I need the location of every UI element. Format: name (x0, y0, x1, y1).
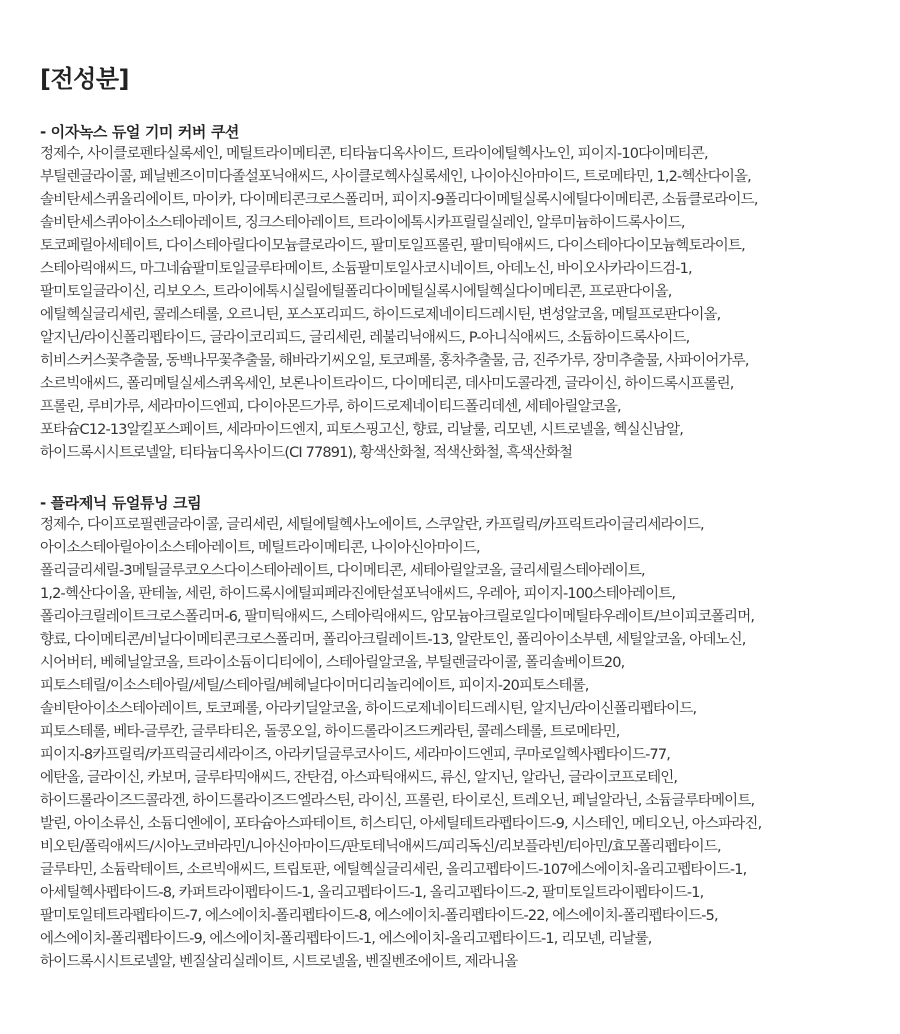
ingredient-line: 히비스커스꽃추출물, 동백나무꽃추출물, 해바라기씨오일, 토코페롤, 홍차추출물, 금, 진주가루, 장미추출물, 사파이어가루, (40, 353, 749, 369)
ingredient-line: 알지닌/라이신폴리펩타이드, 글라이코리피드, 글리세린, 레불리닉애씨드, P-아니식애씨드, 소듐하이드록사이드, (40, 330, 690, 346)
ingredient-line: 시어버터, 베헤닐알코올, 트라이소듐이디티에이, 스테아릴알코올, 부틸렌글라이콜, 폴리솔베이트20, (40, 655, 625, 671)
ingredient-list (40, 514, 880, 974)
ingredient-line: 피토스테릴/이소스테아릴/세틸/스테아릴/베헤닐다이머디리놀리에이트, 피이지-20피토스테롤, (40, 678, 589, 694)
ingredient-line: 아이소스테아릴아이소스테아레이트, 메틸트라이메티콘, 나이아신아마이드, (40, 540, 480, 556)
ingredient-line: 팔미토일테트라펩타이드-7, 에스에이치-폴리펩타이드-8, 에스에이치-폴리펩타이드-22, 에스에이치-폴리펩타이드-5, (40, 908, 718, 924)
ingredient-line: 향료, 다이메티콘/비닐다이메티콘크로스폴리머, 폴리아크릴레이트-13, 알란토인, 폴리아이소부텐, 세틸알코올, 아데노신, (40, 632, 746, 648)
ingredient-line: 에탄올, 글라이신, 카보머, 글루타믹애씨드, 잔탄검, 아스파틱애씨드, 류신, 알지닌, 알라닌, 글라이코프로테인, (40, 770, 678, 786)
section-plagenic-cream (40, 493, 880, 974)
ingredient-line: 에틸헥실글리세린, 콜레스테롤, 오르니틴, 포스포리피드, 하이드로제네이티드레시틴, 변성알코올, 메틸프로판다이올, (40, 307, 721, 323)
ingredient-line: 프롤린, 루비가루, 세라마이드엔피, 다이아몬드가루, 하이드로제네이티드폴리데센, 세테아릴알코올, (40, 399, 621, 415)
page-title: [전성분] (40, 65, 129, 93)
ingredient-line: 솔비탄아이소스테아레이트, 토코페롤, 아라키딜알코올, 하이드로제네이티드레시틴, 알지닌/라이신폴리펩타이드, (40, 701, 697, 717)
ingredient-line: 팔미토일글라이신, 리보오스, 트라이에톡시실릴에틸폴리다이메틸실록시에틸헥실다이메티콘, 프로판다이올, (40, 284, 672, 300)
ingredient-line: 스테아릭애씨드, 마그네슘팔미토일글루타메이트, 소듐팔미토일사코시네이트, 아데노신, 바이오사카라이드검-1, (40, 261, 692, 277)
ingredient-line: 1,2-헥산다이올, 판테놀, 세린, 하이드록시에틸피페라진에탄설포닉애씨드, 우레아, 피이지-100스테아레이트, (40, 586, 676, 602)
ingredient-line: 피토스테롤, 베타-글루칸, 글루타티온, 돌콩오일, 하이드롤라이즈드케라틴, 콜레스테롤, 트로메타민, (40, 724, 620, 740)
ingredient-line: 솔비탄세스퀴올리에이트, 마이카, 다이메티콘크로스폴리머, 피이지-9폴리다이메틸실록시에틸다이메티콘, 소듐클로라이드, (40, 192, 758, 208)
ingredient-line: 포타슘C12-13알킬포스페이트, 세라마이드엔지, 피토스핑고신, 향료, 리날룰, 리모넨, 시트로넬올, 헥실신남알, (40, 422, 683, 438)
ingredient-line: 토코페릴아세테이트, 다이스테아릴다이모늄클로라이드, 팔미토일프롤린, 팔미틱애씨드, 다이스테아다이모늄헥토라이트, (40, 238, 745, 254)
ingredient-line: 정제수, 사이클로펜타실록세인, 메틸트라이메티콘, 티타늄디옥사이드, 트라이에틸헥사노인, 피이지-10다이메티콘, (40, 146, 708, 162)
ingredient-line: 피이지-8카프릴릭/카프릭글리세라이즈, 아라키딜글루코사이드, 세라마이드엔피, 쿠마로일헥사펩타이드-77, (40, 747, 670, 763)
ingredient-line: 폴리글리세릴-3메틸글루코오스다이스테아레이트, 다이메티콘, 세테아릴알코올, 글리세릴스테아레이트, (40, 563, 645, 579)
section-heading: - 플라제닉 듀얼튜닝 크림 (40, 494, 202, 512)
ingredient-line: 부틸렌글라이콜, 페닐벤즈이미다졸설포닉애씨드, 사이클로헥사실록세인, 나이아신아마이드, 트로메타민, 1,2-헥산다이올, (40, 169, 751, 185)
ingredient-line: 하이드롤라이즈드콜라겐, 하이드롤라이즈드엘라스틴, 라이신, 프롤린, 타이로신, 트레오닌, 페닐알라닌, 소듐글루타메이트, (40, 793, 755, 809)
ingredient-line: 아세틸헥사펩타이드-8, 카퍼트라이펩타이드-1, 올리고펩타이드-1, 올리고펩타이드-2, 팔미토일트라이펩타이드-1, (40, 885, 704, 901)
ingredient-line: 솔비탄세스퀴아이소스테아레이트, 징크스테아레이트, 트라이에톡시카프릴릴실레인, 알루미늄하이드록사이드, (40, 215, 685, 231)
ingredient-list (40, 143, 880, 465)
ingredient-line: 발린, 아이소류신, 소듐디엔에이, 포타슘아스파테이트, 히스티딘, 아세틸테트라펩타이드-9, 시스테인, 메티오닌, 아스파라진, (40, 816, 762, 832)
ingredient-line: 하이드록시시트로넬알, 벤질살리실레이트, 시트로넬올, 벤질벤조에이트, 제라니올 (40, 954, 518, 970)
ingredient-line: 글루타민, 소듐락테이트, 소르빅애씨드, 트립토판, 에틸헥실글리세린, 올리고펩타이드-107에스에이치-올리고펩타이드-1, (40, 862, 747, 878)
section-heading: - 이자녹스 듀얼 기미 커버 쿠션 (40, 123, 240, 141)
ingredient-line: 폴리아크릴레이트크로스폴리머-6, 팔미틱애씨드, 스테아릭애씨드, 암모늄아크릴로일다이메틸타우레이트/브이피코폴리머, (40, 609, 755, 625)
ingredients-page (40, 62, 880, 974)
ingredient-line: 하이드록시시트로넬알, 티타늄디옥사이드(CI 77891), 황색산화철, 적색산화철, 흑색산화철 (40, 445, 573, 461)
ingredient-line: 소르빅애씨드, 폴리메틸실세스퀴옥세인, 보론나이트라이드, 다이메티콘, 데사미도콜라겐, 글라이신, 하이드록시프롤린, (40, 376, 734, 392)
section-isanox-cushion (40, 122, 880, 465)
ingredient-line: 에스에이치-폴리펩타이드-9, 에스에이치-폴리펩타이드-1, 에스에이치-올리고펩타이드-1, 리모넨, 리날룰, (40, 931, 652, 947)
ingredient-line: 정제수, 다이프로필렌글라이콜, 글리세린, 세틸에틸헥사노에이트, 스쿠알란, 카프릴릭/카프릭트라이글리세라이드, (40, 517, 704, 533)
ingredient-line: 비오틴/폴릭애씨드/시아노코바라민/니아신아마이드/판토테닉애씨드/피리독신/리보플라빈/티아민/효모폴리펩타이드, (40, 839, 721, 855)
